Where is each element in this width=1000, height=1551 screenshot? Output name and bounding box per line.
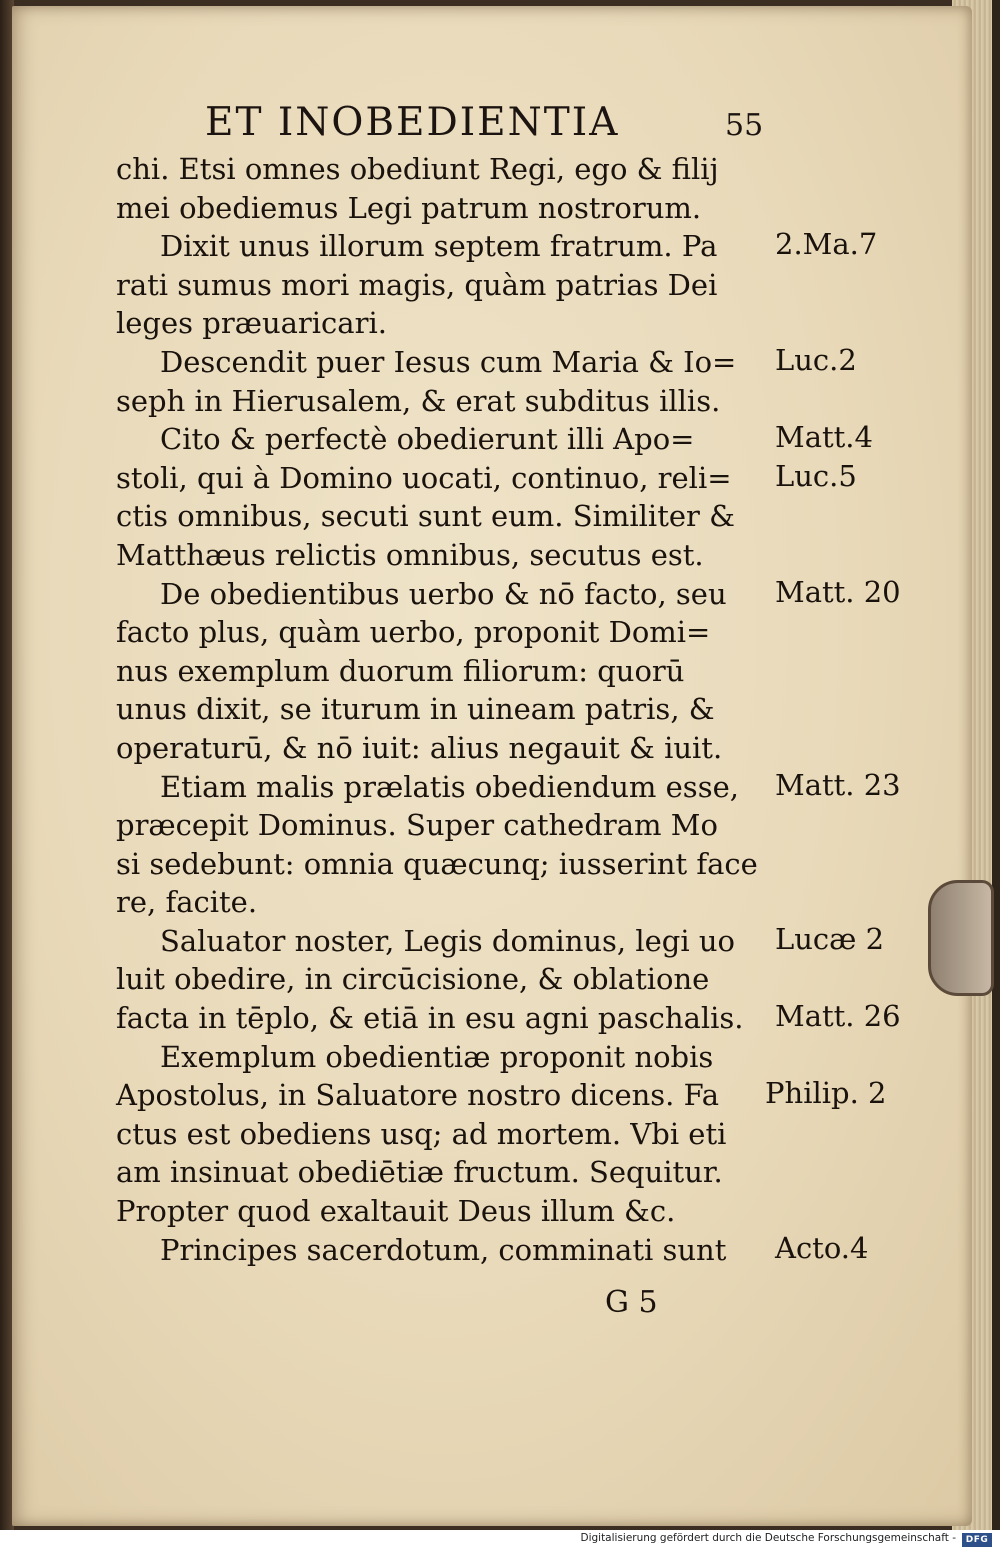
text-line: Principes sacerdotum, comminati sunt xyxy=(160,1232,727,1267)
text-line: Apostolus, in Saluatore nostro dicens. Fa xyxy=(116,1078,720,1113)
text-line: seph in Hierusalem, & erat subditus illis. xyxy=(116,383,721,418)
text-line: Matthæus relictis omnibus, secutus est. xyxy=(116,537,704,572)
marginal-reference: Lucæ 2 xyxy=(775,922,885,956)
text-line: facto plus, quàm uerbo, proponit Domi= xyxy=(116,615,711,650)
marginal-reference: Luc.2 xyxy=(775,343,857,377)
marginal-reference: Matt.4 xyxy=(775,420,873,455)
text-line: si sedebunt: omnia quæcunq; iusserint face xyxy=(116,846,758,881)
text-line: præcepit Dominus. Super cathedram Mo xyxy=(116,808,718,843)
running-head: ET INOBEDIENTIA xyxy=(205,100,620,145)
marginal-reference: 2.Ma.7 xyxy=(775,227,878,262)
text-line: mei obediemus Legi patrum nostrorum. xyxy=(116,190,702,225)
text-line: unus dixit, se iturum in uineam patris, & xyxy=(116,692,715,727)
marginal-reference: Matt. 20 xyxy=(775,574,901,609)
footer-credit: Digitalisierung gefördert durch die Deutsche Forschungsgemeinschaft - xyxy=(580,1532,956,1544)
text-line: Saluator noster, Legis dominus, legi uo xyxy=(160,923,736,958)
text-line: luit obedire, in circūcisione, & oblatione xyxy=(116,962,710,997)
text-line: am insinuat obediētiæ fructum. Sequitur. xyxy=(116,1155,723,1190)
text-line: ctus est obediens usq; ad mortem. Vbi eti xyxy=(116,1116,727,1151)
text-line: nus exemplum duorum filiorum: quorū xyxy=(116,653,685,688)
text-line: facta in tēplo, & etiā in esu agni paschalis. xyxy=(116,1001,744,1036)
text-line: Descendit puer Iesus cum Maria & Io= xyxy=(160,344,737,379)
dfg-logo: DFG xyxy=(962,1533,992,1547)
text-line: Cito & perfectè obedierunt illi Apo= xyxy=(160,422,695,457)
page-number: 55 xyxy=(725,108,764,143)
text-line: De obedientibus uerbo & nō facto, seu xyxy=(160,576,727,611)
text-line: rati sumus mori magis, quàm patrias Dei xyxy=(116,267,718,302)
text-line: leges præuaricari. xyxy=(116,306,387,341)
marginal-reference: Acto.4 xyxy=(775,1230,869,1265)
text-line: stoli, qui à Domino uocati, continuo, reli= xyxy=(116,460,732,495)
text-line: Etiam malis prælatis obediendum esse, xyxy=(160,769,739,804)
marginal-reference: Matt. 26 xyxy=(775,999,901,1034)
text-line: chi. Etsi omnes obediunt Regi, ego & filij xyxy=(116,152,719,186)
text-line: ctis omnibus, secuti sunt eum. Similiter & xyxy=(116,499,735,534)
footer-bar xyxy=(0,1530,1000,1551)
marginal-reference: Luc.5 xyxy=(775,458,857,493)
book-clasp xyxy=(928,880,994,996)
text-line: Dixit unus illorum septem fratrum. Pa xyxy=(160,229,718,264)
body-text xyxy=(116,150,766,1269)
marginal-reference: Philip. 2 xyxy=(765,1076,887,1111)
marginal-reference: Matt. 23 xyxy=(775,767,901,802)
text-line: re, facite. xyxy=(116,885,258,920)
text-line: Propter quod exaltauit Deus illum &c. xyxy=(116,1194,676,1229)
text-line: Exemplum obedientiæ proponit nobis xyxy=(160,1039,714,1074)
text-line: operaturū, & nō iuit: alius negauit & iuit. xyxy=(116,730,723,765)
signature-mark: G 5 xyxy=(605,1285,658,1320)
